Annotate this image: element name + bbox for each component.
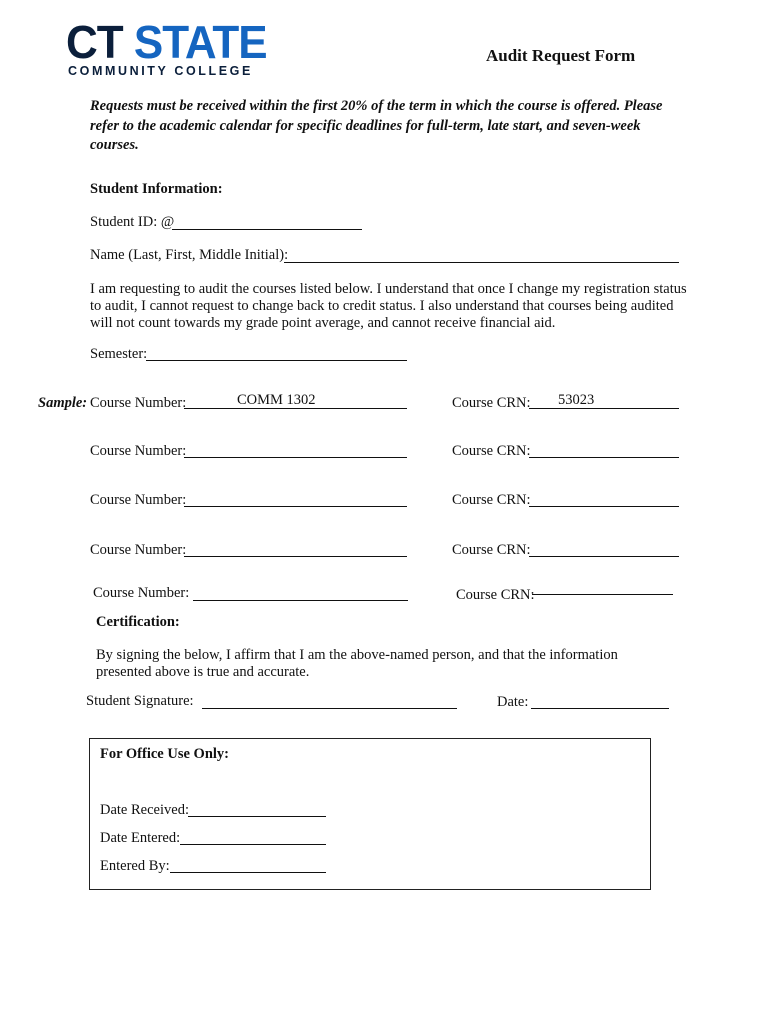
course-crn-label-1: Course CRN:	[452, 443, 531, 459]
sample-course-number-value: COMM 1302	[237, 392, 316, 408]
form-title: Audit Request Form	[486, 46, 636, 65]
date-received-field[interactable]	[188, 801, 326, 817]
sample-course-number-label: Course Number:	[90, 395, 187, 411]
signature-label: Student Signature:	[86, 693, 194, 709]
course-crn-label-4: Course CRN:	[456, 587, 535, 603]
student-id-field[interactable]	[172, 213, 362, 230]
course-crn-field-1[interactable]	[529, 442, 679, 458]
course-number-label-3: Course Number:	[90, 542, 187, 558]
course-crn-field-2[interactable]	[529, 491, 679, 507]
date-received-label: Date Received:	[100, 802, 189, 818]
intro-instructions: Requests must be received within the first 20% of the term in which the course is offered. Please refer to the academic calendar for specific deadlines for full-term, late start, and seven-week courses.	[90, 98, 663, 153]
course-number-field-1[interactable]	[184, 442, 407, 458]
date-label: Date:	[497, 694, 529, 710]
student-info-heading: Student Information:	[90, 181, 223, 197]
logo-ct-text: CT	[66, 16, 123, 69]
office-use-heading: For Office Use Only:	[100, 746, 229, 762]
name-label: Name (Last, First, Middle Initial):	[90, 247, 289, 263]
logo-subtitle: COMMUNITY COLLEGE	[68, 64, 253, 78]
sample-label: Sample:	[38, 395, 88, 411]
semester-label: Semester:	[90, 346, 148, 362]
student-id-label: Student ID: @	[90, 214, 175, 230]
course-number-field-4[interactable]	[193, 585, 408, 601]
certification-text: By signing the below, I affirm that I am the above-named person, and that the information presented above is true and accurate.	[96, 647, 618, 680]
course-number-label-4: Course Number:	[93, 585, 190, 601]
course-number-label-1: Course Number:	[90, 443, 187, 459]
name-field[interactable]	[284, 246, 679, 263]
logo-state-text: STATE	[133, 16, 267, 69]
college-logo	[66, 18, 267, 68]
sample-course-crn-value: 53023	[558, 392, 595, 408]
course-crn-field-3[interactable]	[529, 541, 679, 557]
course-number-field-2[interactable]	[184, 491, 407, 507]
certification-heading: Certification:	[96, 614, 180, 630]
sample-course-crn-label: Course CRN:	[452, 395, 531, 411]
signature-field[interactable]	[202, 693, 457, 709]
audit-statement: I am requesting to audit the courses listed below. I understand that once I change my registration status to audit, I cannot request to change back to credit status. I also understand that courses being audited will not count towards my grade point average, and cannot receive financial aid.	[90, 281, 687, 331]
date-field[interactable]	[531, 693, 669, 709]
course-crn-label-2: Course CRN:	[452, 492, 531, 508]
course-number-field-3[interactable]	[184, 541, 407, 557]
sample-course-crn-field	[529, 393, 679, 409]
entered-by-label: Entered By:	[100, 858, 170, 874]
course-number-label-2: Course Number:	[90, 492, 187, 508]
date-entered-label: Date Entered:	[100, 830, 181, 846]
course-crn-field-4[interactable]	[532, 580, 673, 595]
date-entered-field[interactable]	[180, 829, 326, 845]
course-crn-label-3: Course CRN:	[452, 542, 531, 558]
entered-by-field[interactable]	[170, 857, 326, 873]
semester-field[interactable]	[146, 345, 407, 361]
